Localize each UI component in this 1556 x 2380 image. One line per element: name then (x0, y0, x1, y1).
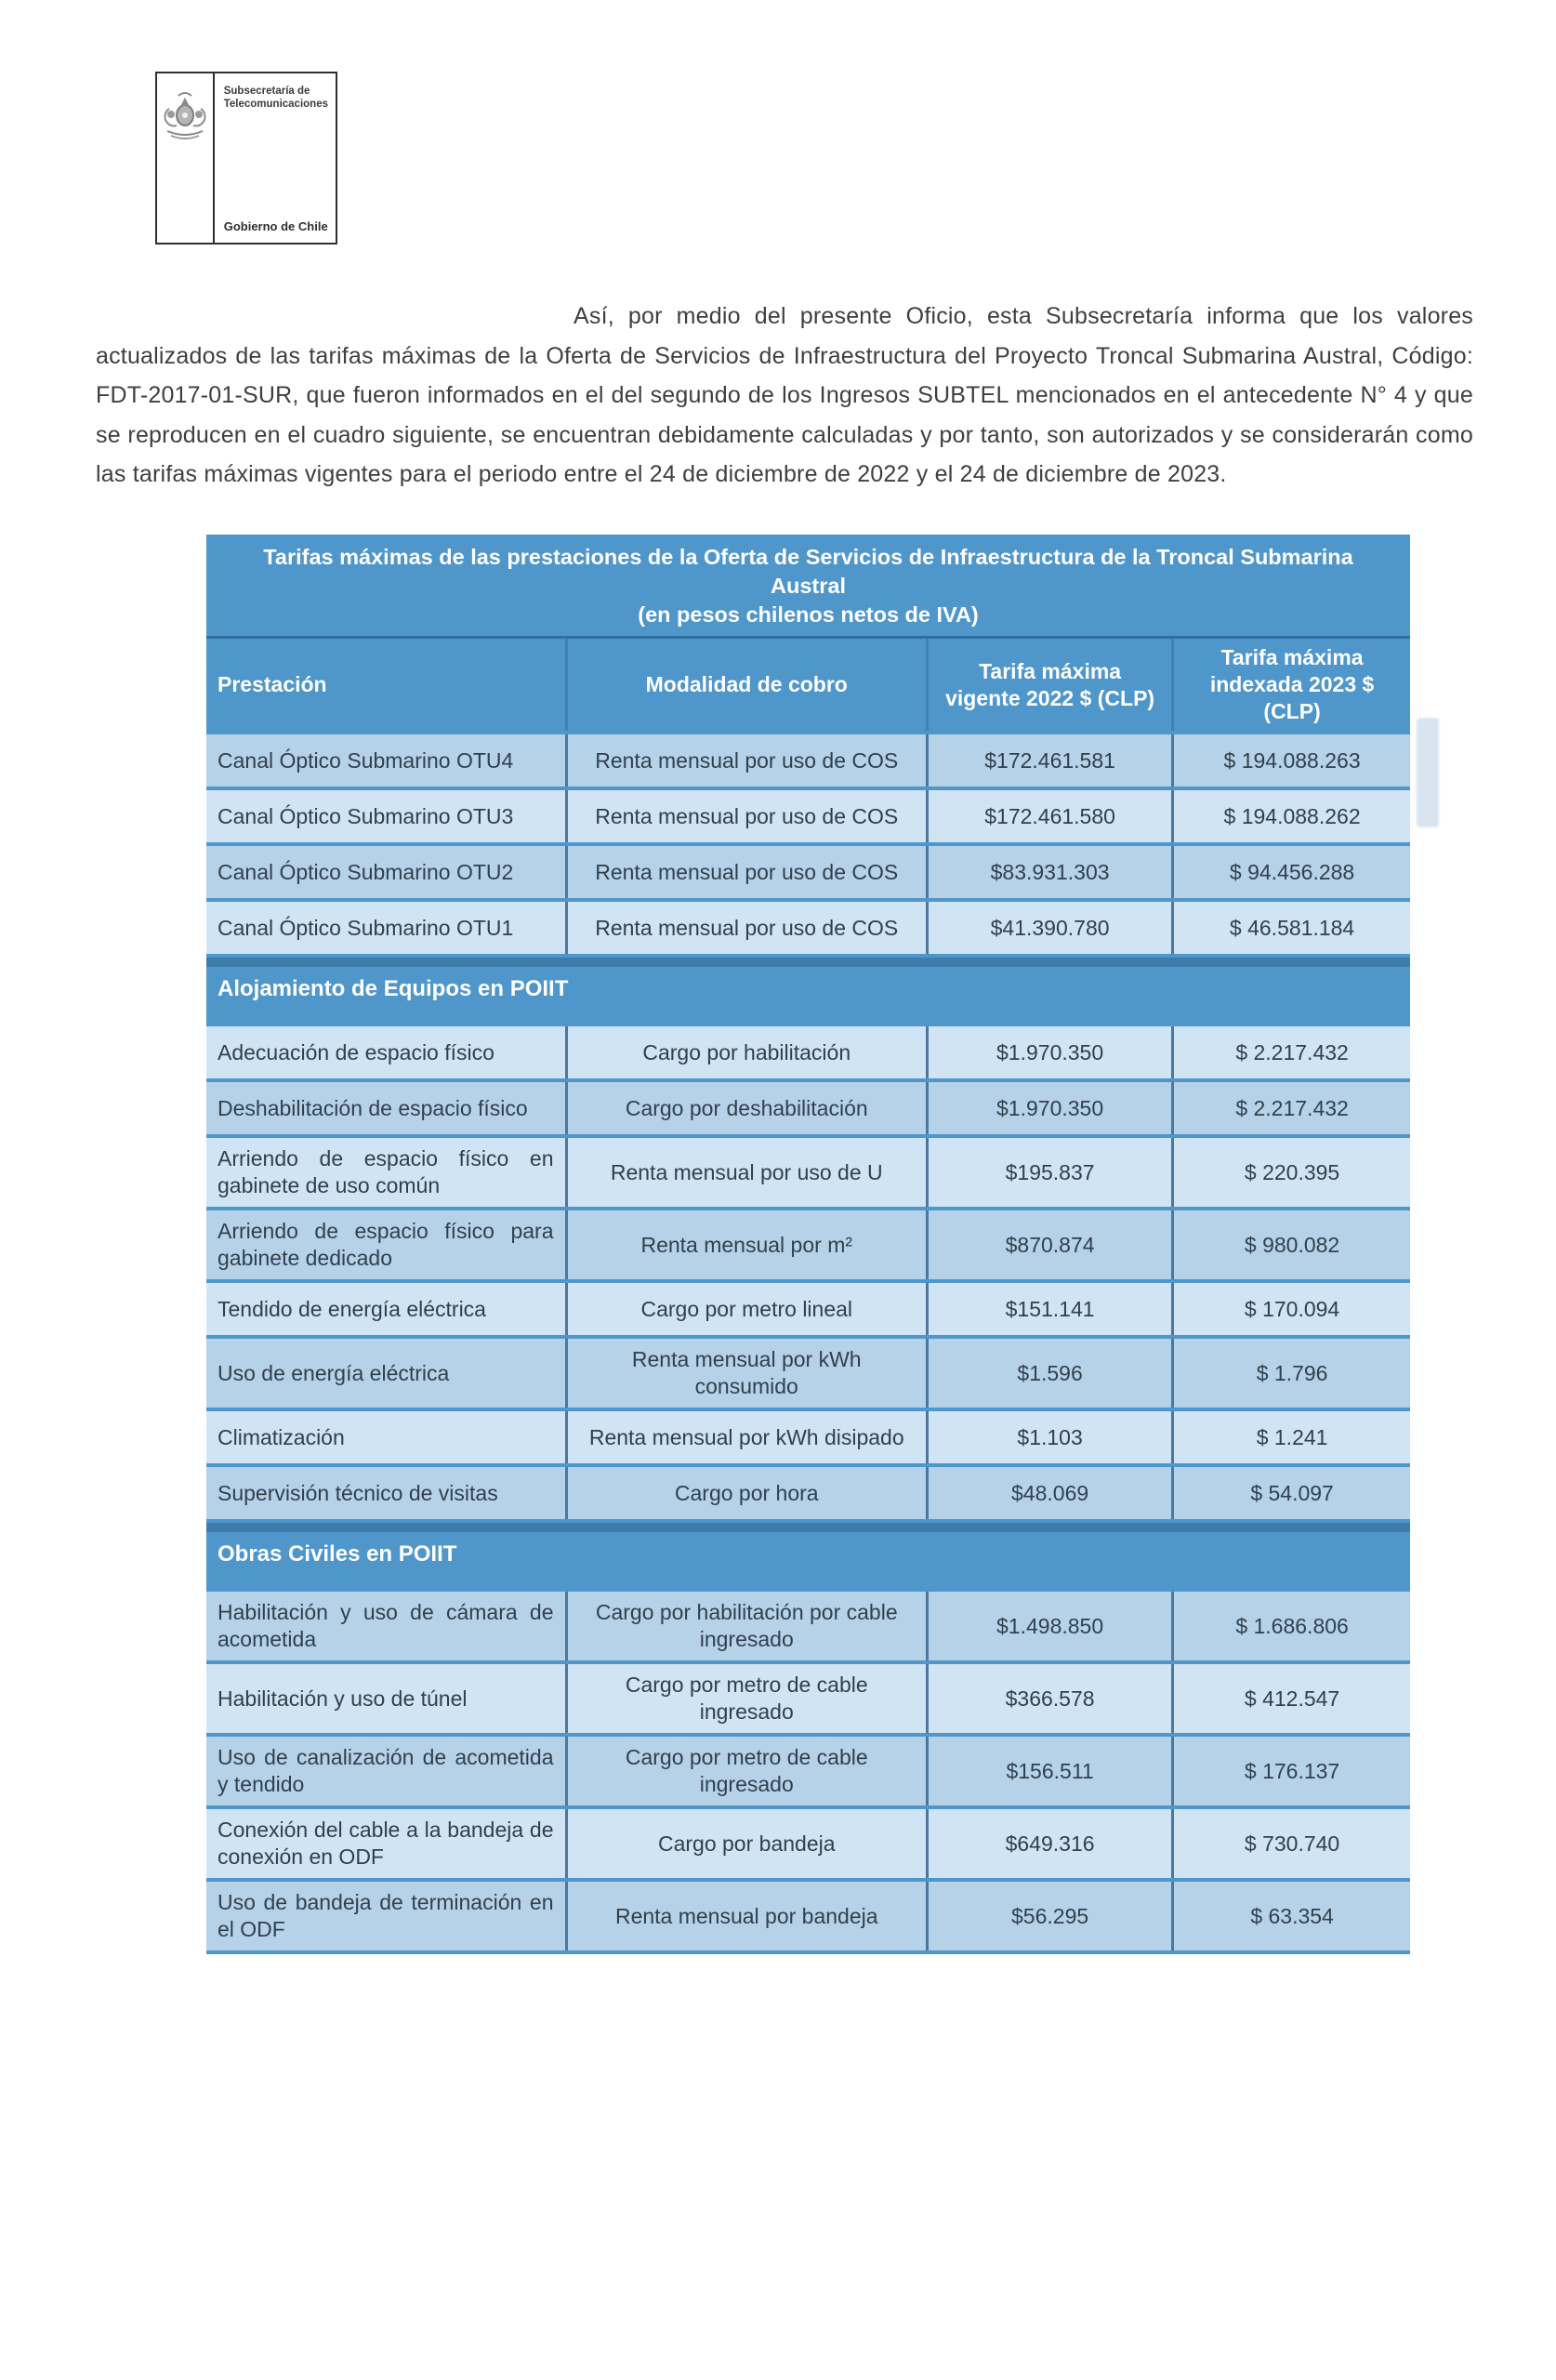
modalidad-cell: Cargo por hora (568, 1467, 930, 1519)
tarifa-2023-cell: $ 46.581.184 (1229, 915, 1355, 940)
prestacion-cell: Tendido de energía eléctrica (206, 1283, 568, 1335)
modalidad-cell: Cargo por bandeja (568, 1809, 930, 1878)
tarifa-2022-cell: $1.103 (929, 1411, 1174, 1463)
prestacion-cell: Canal Óptico Submarino OTU2 (206, 846, 568, 898)
tarifa-2022-cell: $1.970.350 (929, 1026, 1174, 1078)
prestacion-cell: Uso de canalización de acometida y tendido (206, 1737, 568, 1805)
scan-artifact (1417, 718, 1439, 827)
tarifa-2023-cell: $ 194.088.263 (1223, 747, 1361, 773)
government-logo (155, 72, 337, 245)
prestacion-cell: Deshabilitación de espacio físico (206, 1082, 568, 1134)
table-row (206, 787, 1410, 842)
table-header-row (206, 639, 1410, 731)
modalidad-cell: Cargo por deshabilitación (568, 1082, 930, 1134)
tarifa-2022-cell: $56.295 (929, 1882, 1174, 1950)
modalidad-cell: Cargo por metro de cable ingresado (568, 1737, 930, 1805)
table-row (206, 1878, 1410, 1950)
table-row (206, 1023, 1410, 1078)
modalidad-cell: Renta mensual por uso de COS (568, 902, 930, 954)
tarifa-2022-cell: $83.931.303 (929, 846, 1174, 898)
modalidad-cell: Cargo por habilitación (568, 1026, 930, 1078)
tarifa-2023-cell: $ 63.354 (1250, 1903, 1334, 1928)
tarifa-2022-cell: $151.141 (929, 1283, 1174, 1335)
tarifa-2023-cell: $ 2.217.432 (1235, 1095, 1349, 1120)
table-row (206, 1279, 1410, 1335)
prestacion-cell: Adecuación de espacio físico (206, 1026, 568, 1078)
tarifa-2023-cell: $ 730.740 (1244, 1831, 1340, 1856)
tarifa-2023-cell: $ 176.137 (1244, 1758, 1340, 1783)
tarifa-2022-cell: $649.316 (929, 1809, 1174, 1878)
column-header-modalidad: Modalidad de cobro (568, 639, 930, 731)
prestacion-cell: Habilitación y uso de túnel (206, 1664, 568, 1733)
table-row (206, 1660, 1410, 1733)
modalidad-cell: Renta mensual por uso de COS (568, 846, 930, 898)
prestacion-cell: Climatización (206, 1411, 568, 1463)
table-title-band (206, 535, 1410, 639)
prestacion-cell: Conexión del cable a la bandeja de conexión en ODF (206, 1809, 568, 1878)
section-label: Alojamiento de Equipos en POIIT (218, 976, 569, 1001)
prestacion-cell: Arriendo de espacio físico en gabinete de uso común (206, 1138, 568, 1207)
body-paragraph: Así, por medio del presente Oficio, esta Subsecretaría informa que los valores actualizados de las tarifas máximas de la Oferta de Servicios de Infraestructura del Proyecto Troncal Submarina Austral, Código: FDT-2017-01-SUR, que fueron informados en el del segundo de los Ingresos SUBTEL mencionados en el antecedente N° 4 y que se reproducen en el cuadro siguiente, se encuentran debidamente calculadas y por tanto, son autorizados y se considerarán como las tarifas máximas vigentes para el periodo entre el 24 de diciembre de 2022 y el 24 de diciembre de 2023. (96, 303, 1473, 487)
tarifa-2023-cell: $ 980.082 (1244, 1232, 1340, 1257)
table-row (206, 898, 1410, 954)
table-row (206, 731, 1410, 787)
prestacion-cell: Canal Óptico Submarino OTU3 (206, 790, 568, 842)
table-row (206, 1134, 1410, 1207)
table-row (206, 1463, 1410, 1519)
modalidad-cell: Cargo por habilitación por cable ingresado (568, 1592, 930, 1660)
modalidad-cell: Renta mensual por m² (568, 1210, 930, 1279)
table-row (206, 1733, 1410, 1805)
logo-text-panel (215, 73, 336, 243)
tarifa-2023-cell: $ 1.686.806 (1235, 1613, 1349, 1638)
prestacion-cell: Uso de energía eléctrica (206, 1339, 568, 1408)
prestacion-cell: Habilitación y uso de cámara de acometida (206, 1592, 568, 1660)
tarifa-2022-cell: $1.970.350 (929, 1082, 1174, 1134)
table-subtitle: (en pesos chilenos netos de IVA) (638, 602, 979, 627)
tarifa-2023-cell: $ 220.395 (1244, 1159, 1340, 1184)
chile-coat-of-arms-icon (158, 90, 212, 142)
modalidad-cell: Renta mensual por bandeja (568, 1882, 930, 1950)
modalidad-cell: Renta mensual por uso de COS (568, 734, 930, 787)
modalidad-cell: Renta mensual por kWh consumido (568, 1339, 930, 1408)
prestacion-cell: Supervisión técnico de visitas (206, 1467, 568, 1519)
tarifa-2022-cell: $870.874 (929, 1210, 1174, 1279)
tarifa-2022-cell: $1.596 (929, 1339, 1174, 1408)
tarifa-2023-cell: $ 194.088.262 (1223, 803, 1361, 828)
table-row (206, 1335, 1410, 1408)
tarifa-2022-cell: $41.390.780 (929, 902, 1174, 954)
modalidad-cell: Cargo por metro de cable ingresado (568, 1664, 930, 1733)
tarifa-2022-cell: $156.511 (929, 1737, 1174, 1805)
logo-emblem-panel (157, 73, 215, 243)
tarifa-2022-cell: $172.461.580 (929, 790, 1174, 842)
table-row (206, 1078, 1410, 1134)
tarifa-2022-cell: $366.578 (929, 1664, 1174, 1733)
section-label: Obras Civiles en POIIT (218, 1541, 457, 1567)
modalidad-cell: Renta mensual por uso de U (568, 1138, 930, 1207)
table-row (206, 1588, 1410, 1660)
tarifa-2023-cell: $ 170.094 (1244, 1296, 1340, 1321)
table-body (206, 731, 1410, 1950)
tarifa-2023-cell: $ 1.241 (1256, 1424, 1328, 1449)
logo-agency-line2: Telecomunicaciones (223, 99, 328, 110)
tarifa-2023-cell: $ 54.097 (1250, 1480, 1334, 1505)
table-title: Tarifas máximas de las prestaciones de la Oferta de Servicios de Infraestructura de la Troncal Submarina Austral (263, 545, 1353, 598)
prestacion-cell: Arriendo de espacio físico para gabinete dedicado (206, 1210, 568, 1279)
tarifa-2023-cell: $ 1.796 (1256, 1360, 1328, 1385)
column-header-tarifa-2022: Tarifa máxima vigente 2022 $ (CLP) (929, 639, 1174, 731)
table-row (206, 1408, 1410, 1463)
tarifa-2022-cell: $1.498.850 (929, 1592, 1174, 1660)
column-header-tarifa-2023: Tarifa máxima indexada 2023 $ (CLP) (1209, 645, 1375, 723)
tarifa-2022-cell: $172.461.581 (929, 734, 1174, 787)
modalidad-cell: Cargo por metro lineal (568, 1283, 930, 1335)
tarifa-2023-cell: $ 2.217.432 (1235, 1039, 1349, 1064)
prestacion-cell: Uso de bandeja de terminación en el ODF (206, 1882, 568, 1950)
table-row (206, 842, 1410, 898)
tarifa-2023-cell: $ 94.456.288 (1229, 859, 1355, 884)
tariff-table (206, 535, 1410, 1954)
prestacion-cell: Canal Óptico Submarino OTU4 (206, 734, 568, 787)
column-header-prestacion: Prestación (206, 639, 568, 731)
tarifa-2023-cell: $ 412.547 (1244, 1686, 1340, 1711)
table-section-row (206, 954, 1410, 1023)
tarifa-2022-cell: $48.069 (929, 1467, 1174, 1519)
table-row (206, 1805, 1410, 1878)
tarifa-2022-cell: $195.837 (929, 1138, 1174, 1207)
prestacion-cell: Canal Óptico Submarino OTU1 (206, 902, 568, 954)
logo-agency-line1: Subsecretaría de (223, 86, 310, 97)
logo-government-label: Gobierno de Chile (223, 219, 328, 233)
table-section-row (206, 1519, 1410, 1588)
table-row (206, 1207, 1410, 1279)
modalidad-cell: Renta mensual por kWh disipado (568, 1411, 930, 1463)
modalidad-cell: Renta mensual por uso de COS (568, 790, 930, 842)
